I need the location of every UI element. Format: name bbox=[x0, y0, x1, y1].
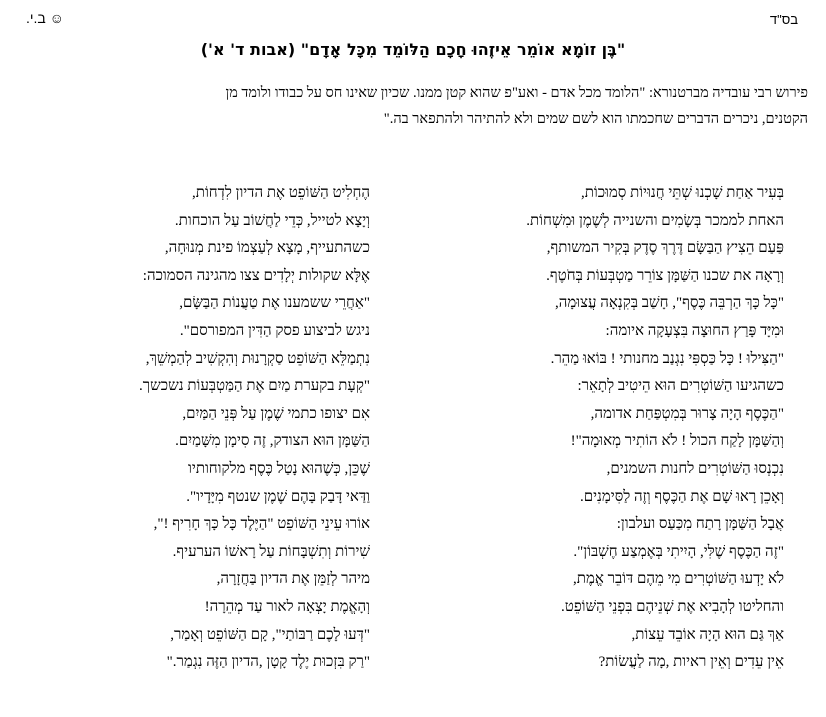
poem-line: לֹא יָדְעוּ הַשּׁוֹטְרִים מִי מֵהֶם דּוֹבֵר אֱמֶת, bbox=[573, 571, 784, 588]
poem-line: אֵין עֵדִים וְאֵין ראיות ,מָה לַעֲשׂוֹת? bbox=[598, 654, 784, 671]
poem-line: והחליטו לְהָבִיא אֶת שְׁנֵיהֶם בִּפְנֵי הַשּׁוֹפֵט. bbox=[561, 598, 784, 615]
poem-line: אַךְ גַּם הוּא הָיָה אוֹבֵד עֵצוֹת, bbox=[631, 626, 784, 643]
poem-line: וְרָאָה את שכנו הַשַּׁמָּן צוֹרֵר מַטְבְּעוֹת בְּחֹטֶף. bbox=[546, 267, 784, 284]
page-title: "בֶּן זוֹמָא אוֹמֵר אֵיזֶהוּ חָכָם הַלּוֹמֵד מִכָּל אָדָם" (אבות ד' א') bbox=[200, 40, 626, 59]
poem-line: אֶלָּא שקולות יְלָדִים צצו מהגינה הסמוכה: bbox=[142, 267, 370, 284]
poem-line: נִתְמַלֵּא הַשּׁוֹפֵט סַקְרָנוּת וְהִקְשִׁיב לְהַמְשֵׁךְ, bbox=[145, 350, 370, 367]
poem-line: כשהתעייף, מָצָא לְעַצְמוֹ פינת מְנוּחָה, bbox=[164, 240, 370, 257]
poem-line: "רַק בִּזְכוּת יֶלֶד קָטָן ,הדיון הַזֶּה נִגְמַר." bbox=[166, 654, 370, 671]
poem-right-column bbox=[424, 180, 784, 677]
poem-line: "הַצִּילוּ ! כָּל כַּסְפִּי נִגְנַב מחנותי ! בּוֹאוּ מַהֵר. bbox=[550, 350, 784, 367]
poem-line: אִם יצופו כתמי שֶׁמֶן עַל פְּנֵי הַמַּיִם, bbox=[182, 405, 370, 422]
poem-line: בְּעִיר אַחַת שָׁכְנוּ שְׁתֵּי חֲנוּיוֹת סְמוּכוֹת, bbox=[580, 185, 784, 201]
poem-line: אֲבָל הַשַּׁמָּן רָתַח מִכַּעַס ועלבון: bbox=[616, 516, 784, 533]
poem-left-column bbox=[30, 180, 370, 677]
poem-line: וְהַשַּׁמָּן לָקַח הכול ! לֹא הוֹתִיר מְאוּמָה"! bbox=[570, 433, 784, 450]
poem-line: וְהָאֱמֶת יָצְאָה לאור עַד מְהֵרָה! bbox=[204, 598, 370, 615]
poem-line: מיהר לְזַמֵּן אֶת הדיון בַּחֲזָרָה, bbox=[216, 571, 370, 588]
poem-line: פַּעַם הֵצִיץ הַבַּשָּׂם דֶּרֶךְ סֶדֶק בְּקִיר המשותף, bbox=[546, 240, 784, 257]
poem-line: וַדַּאי דָּבַק בָּהֶם שֶׁמֶן שנטף מִיָּדָיו". bbox=[186, 488, 370, 505]
bsd-header: בס"ד bbox=[769, 12, 798, 27]
poem-line: "אַחֲרֵי ששמענו אֶת טַעֲנוֹת הַבַּשָּׂם, bbox=[179, 295, 370, 312]
commentary-line: פירוש רבי עובדיה מברטנורא: "הלומד מכל אדם - ואע"פ שהוא קטן ממנו. שכיון שאינו חס על כבודו ולומד מן bbox=[225, 85, 808, 101]
poem-line: וְאָכֵן רָאוּ שָׁם אֶת הַכֶּסֶף וְזֶה לַסִּימָנִים. bbox=[579, 488, 784, 505]
poem-line: אוֹרוּ עֵינֵי הַשּׁוֹפֵט "הַיֶּלֶד כָּל כָּךְ חָרִיף !", bbox=[153, 516, 370, 533]
poem-line: כשהגיעו הַשּׁוֹטְרִים הוּא הֵיטִיב לְתָאֵר: bbox=[577, 378, 784, 395]
commentary-paragraph bbox=[16, 80, 808, 132]
poem-line: וְיָצָא לטייל, כְּדֵי לַחֲשׁוֹב עַל הוכחות. bbox=[174, 212, 370, 229]
poem-line: שֶׁכֵּן, כְּשֶׁהוּא נָטַל כֶּסֶף מלקוחותיו bbox=[188, 460, 370, 477]
poem-line: הֶחְלִיט הַשּׁוֹפֵט אֶת הדיון לִדְחוֹת, bbox=[192, 185, 370, 201]
poem-line: "זֶה הַכֶּסֶף שֶׁלִּי, הָיִיתִי בְּאֶמְצַע חֶשְׁבּוֹן". bbox=[573, 543, 784, 560]
poem-line: "דְּעוּ לָכֶם רַבּוֹתַי", קָם הַשּׁוֹפֵט וְאָמַר, bbox=[170, 626, 370, 643]
poem-line: ניגש לביצוע פסק הַדִּין המפורסם". bbox=[179, 322, 370, 339]
poem-line: שִׁירוֹת וְתִשְׁבָּחוֹת עַל רָאשׁוֹ הערעיף. bbox=[172, 543, 370, 560]
poem-line: "קְעָת בקערת מַיִם אֶת הַמַּטְבְּעוֹת נשכשך. bbox=[139, 378, 370, 395]
poem-line: נִכְנְסוּ הַשּׁוֹטְרִים לחנות השמנים, bbox=[606, 460, 784, 477]
commentary-line: הקטנים, ניכרים הדברים שחכמתו הוא לשם שמים ולא להתיהר ולהתפאר בה." bbox=[383, 111, 808, 127]
poem-line: וּמִיָּד פָּרַץ החוּצָה בִּצְעָקָה איומה: bbox=[605, 322, 784, 339]
poem-line: האחת לממכר בְּשָׂמִים והשנייה לְשֶׁמֶן וּמִשְׁחוֹת. bbox=[526, 212, 784, 229]
poem-line: "הַכֶּסֶף הָיָה צָרוּר בְּמִטְפַּחַת אדומה, bbox=[590, 405, 784, 422]
poem-line: "כָּל כָּךְ הַרְבֵּה כֶּסֶף", חָשַׁב בְּקִנְאָה עֲצוּמָה, bbox=[555, 295, 784, 312]
author-signature: ☺ ב.י. bbox=[26, 10, 64, 26]
poem-line: הַשַּׁמָּן הוּא הצודק, זֶה סִימָן מִשָּׁמַיִם. bbox=[175, 433, 370, 450]
